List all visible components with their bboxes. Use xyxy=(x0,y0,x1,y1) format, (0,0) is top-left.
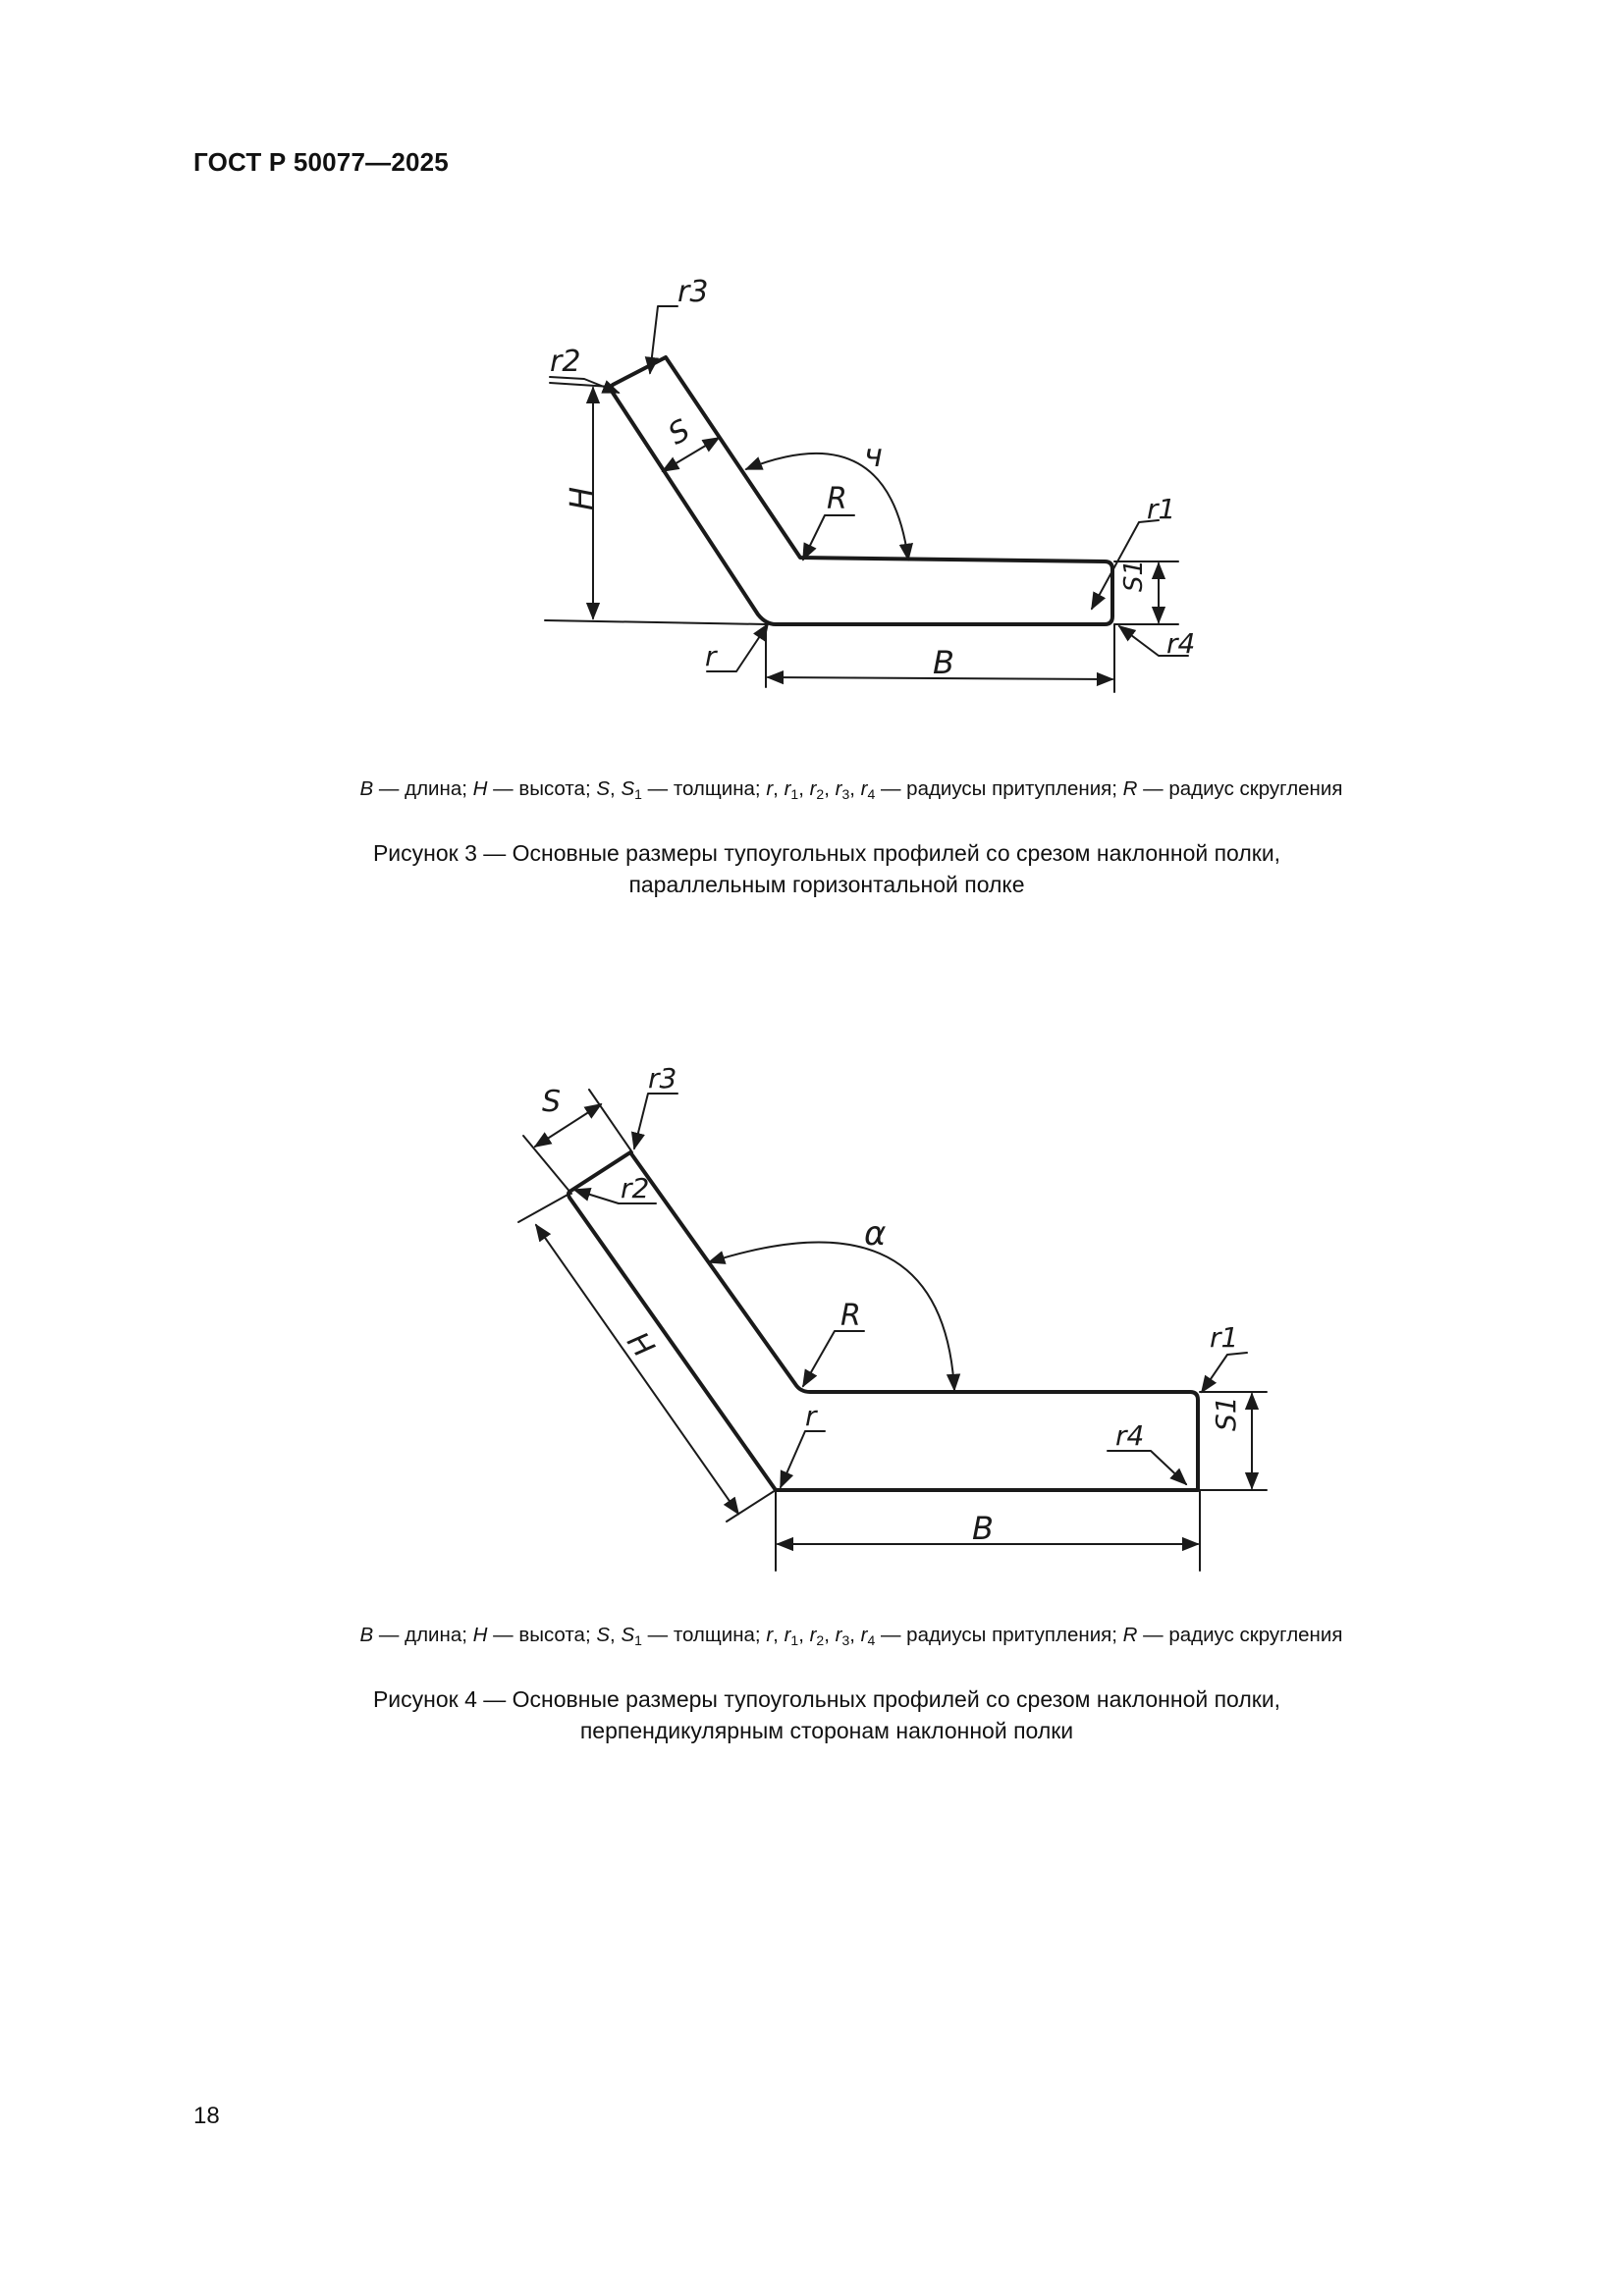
figure-4-legend xyxy=(0,1624,1624,1648)
legend-r3-symbol: r xyxy=(835,1624,842,1646)
label-s: S xyxy=(662,412,696,453)
rbig-leader xyxy=(803,515,854,560)
page-number: 18 xyxy=(193,2103,220,2129)
legend-sep: , xyxy=(849,1624,861,1646)
legend-r4-symbol: r xyxy=(860,1624,868,1646)
label-h: H xyxy=(620,1325,661,1364)
label-s1: S1 xyxy=(1119,559,1149,592)
figure-3-caption-line-2: параллельным горизонтальной полке xyxy=(628,872,1025,897)
legend-r3-sub: 3 xyxy=(841,786,850,802)
legend-h-def: — высота; xyxy=(487,777,597,800)
legend-r-def: — радиусы притупления; xyxy=(875,777,1123,800)
label-alpha: ч xyxy=(864,437,883,474)
r4-leader xyxy=(1108,1451,1186,1484)
legend-r1-sub: 1 xyxy=(790,786,799,802)
legend-sep: , xyxy=(773,1624,785,1646)
legend-r3-symbol: r xyxy=(835,777,842,800)
legend-sep: , xyxy=(824,1624,836,1646)
rbig-leader xyxy=(803,1331,864,1386)
legend-rbig-def: — радиус скругления xyxy=(1137,777,1343,800)
figure-4-caption xyxy=(0,1683,1624,1746)
legend-s1-symbol: S xyxy=(621,777,635,800)
legend-b-def: — длина; xyxy=(373,1624,473,1646)
legend-b-symbol: B xyxy=(359,1624,374,1646)
legend-r-def: — радиусы притупления; xyxy=(875,1624,1123,1646)
label-r2: r2 xyxy=(621,1172,650,1204)
figure-3-caption xyxy=(0,837,1624,900)
r3-leader xyxy=(634,1094,677,1148)
legend-r2-sub: 2 xyxy=(816,1632,825,1648)
legend-r4-sub: 4 xyxy=(867,786,876,802)
legend-b-def: — длина; xyxy=(373,777,473,800)
label-r4: r4 xyxy=(1115,1419,1145,1452)
r1-leader xyxy=(1202,1353,1247,1392)
legend-sep: , xyxy=(610,777,622,800)
legend-r-symbol: r xyxy=(766,777,774,800)
legend-rbig-symbol: R xyxy=(1122,1624,1138,1646)
legend-s-symbol: S xyxy=(596,777,611,800)
legend-s-def: — толщина; xyxy=(641,1624,767,1646)
legend-sep: , xyxy=(824,777,836,800)
figure-4-drawing xyxy=(0,1041,1624,1590)
label-r3: r3 xyxy=(677,275,709,309)
legend-s-symbol: S xyxy=(596,1624,611,1646)
legend-sep: , xyxy=(773,777,785,800)
figure-3-caption-line-1: Рисунок 3 — Основные размеры тупоугольных профилей со срезом наклонной полки, xyxy=(372,840,1281,866)
profile-outline xyxy=(612,357,1113,624)
legend-r1-sub: 1 xyxy=(790,1632,799,1648)
r-leader xyxy=(781,1431,825,1487)
figure-3-drawing xyxy=(0,0,1624,746)
s-ext-left xyxy=(523,1136,571,1194)
legend-r2-sub: 2 xyxy=(816,786,825,802)
legend-sep: , xyxy=(849,777,861,800)
legend-r1-symbol: r xyxy=(784,1624,791,1646)
legend-sep: , xyxy=(798,1624,810,1646)
h-dimension-line xyxy=(536,1225,738,1514)
legend-s-def: — толщина; xyxy=(641,777,767,800)
profile-outline xyxy=(568,1152,1198,1490)
label-alpha: α xyxy=(864,1214,887,1254)
legend-sep: , xyxy=(798,777,810,800)
figure-4-caption-line-1: Рисунок 4 — Основные размеры тупоугольных профилей со срезом наклонной полки, xyxy=(372,1686,1281,1712)
legend-r1-symbol: r xyxy=(784,777,791,800)
figure-4-caption-line-2: перпендикулярным сторонам наклонной полки xyxy=(579,1718,1074,1743)
h-ext-top xyxy=(518,1194,569,1222)
legend-s1-sub: 1 xyxy=(634,1632,642,1648)
legend-r4-sub: 4 xyxy=(867,1632,876,1648)
document-header: ГОСТ Р 50077—2025 xyxy=(193,147,449,177)
legend-rbig-def: — радиус скругления xyxy=(1137,1624,1343,1646)
label-h: H xyxy=(563,486,600,510)
h-extension-bottom xyxy=(545,620,766,624)
legend-r2-symbol: r xyxy=(809,1624,817,1646)
label-s1: S1 xyxy=(1210,1396,1242,1431)
legend-s1-symbol: S xyxy=(621,1624,635,1646)
label-r1: r1 xyxy=(1210,1321,1239,1354)
legend-rbig-symbol: R xyxy=(1122,777,1138,800)
legend-s1-sub: 1 xyxy=(634,786,642,802)
label-r3: r3 xyxy=(648,1062,677,1095)
label-r: r xyxy=(705,640,717,672)
legend-h-def: — высота; xyxy=(487,1624,597,1646)
figure-3-legend xyxy=(0,777,1624,802)
legend-r2-symbol: r xyxy=(809,777,817,800)
legend-r4-symbol: r xyxy=(860,777,868,800)
s-ext-right xyxy=(589,1090,632,1152)
legend-b-symbol: B xyxy=(359,777,374,800)
legend-r-symbol: r xyxy=(766,1624,774,1646)
label-r: r xyxy=(805,1400,817,1432)
legend-r3-sub: 3 xyxy=(841,1632,850,1648)
label-b: B xyxy=(972,1510,994,1547)
label-r2: r2 xyxy=(550,345,581,379)
figure-4 xyxy=(0,1041,1624,2022)
label-r1: r1 xyxy=(1147,493,1176,525)
label-b: B xyxy=(933,644,954,681)
label-r4: r4 xyxy=(1166,627,1196,660)
legend-sep: , xyxy=(610,1624,622,1646)
label-rbig: R xyxy=(827,482,847,516)
legend-h-symbol: H xyxy=(472,1624,488,1646)
figure-3 xyxy=(0,0,1624,897)
label-rbig: R xyxy=(840,1299,861,1333)
legend-h-symbol: H xyxy=(472,777,488,800)
label-s: S xyxy=(542,1085,562,1119)
